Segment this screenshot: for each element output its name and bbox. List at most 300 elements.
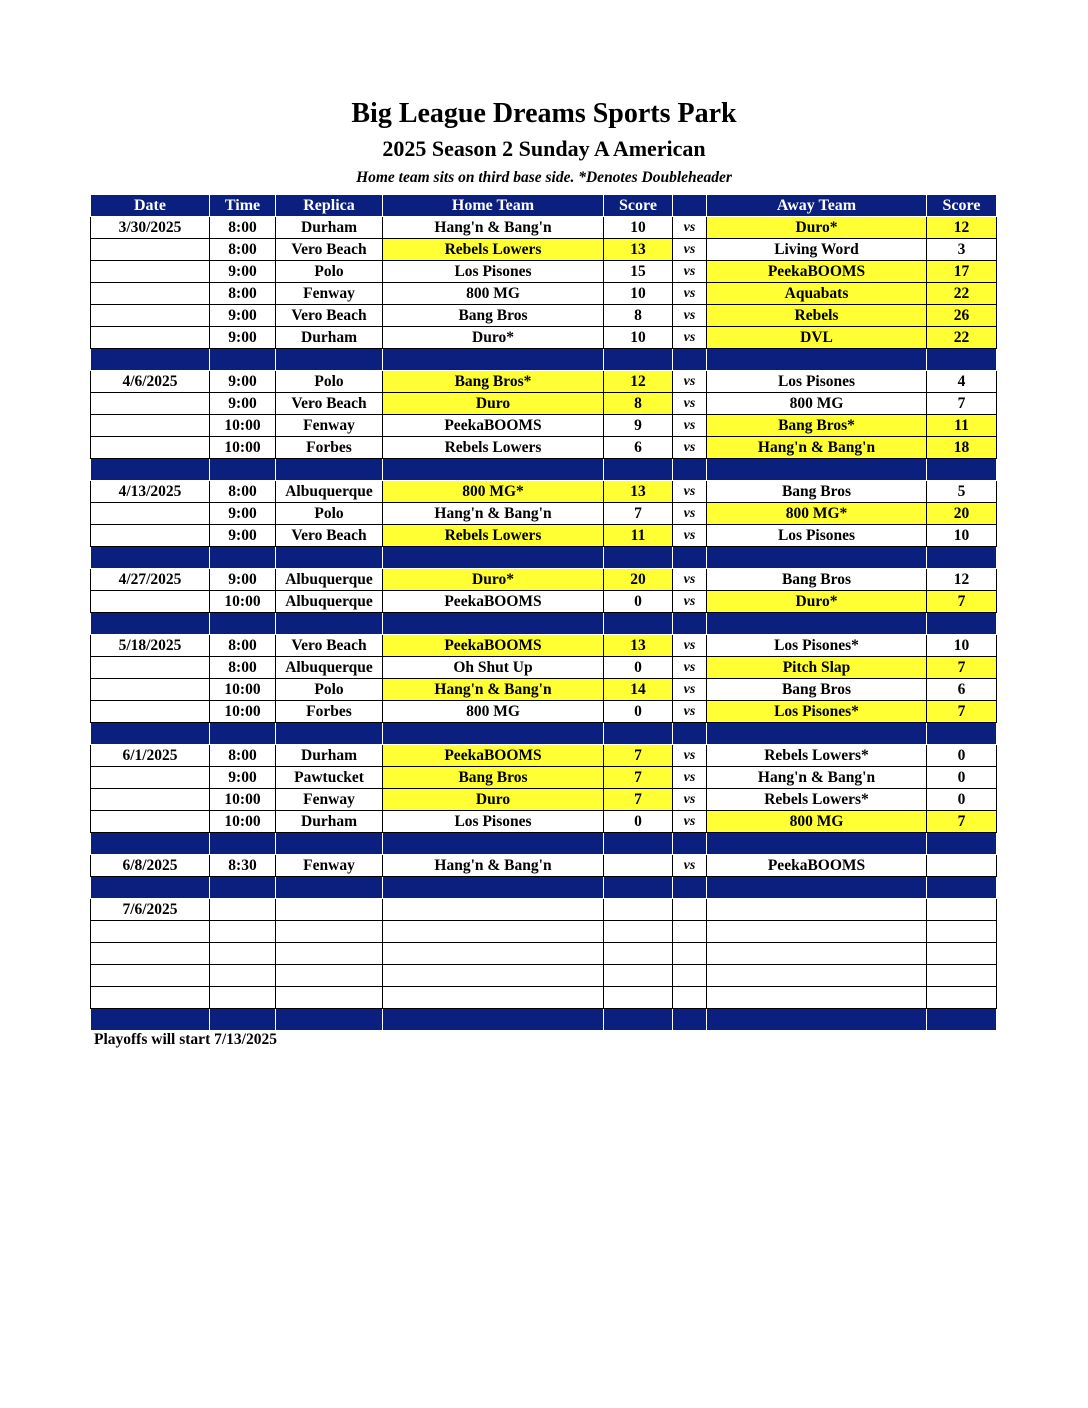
- field-cell: Polo: [276, 503, 383, 525]
- vs-cell: vs: [673, 261, 707, 283]
- date-cell: [91, 239, 210, 261]
- separator-cell: [673, 349, 707, 371]
- vs-cell: vs: [673, 745, 707, 767]
- time-cell: 8:00: [210, 283, 276, 305]
- table-row: [91, 635, 997, 657]
- away-score-cell: [927, 855, 997, 877]
- separator-cell: [276, 723, 383, 745]
- date-cell: [91, 921, 210, 943]
- field-cell: Durham: [276, 811, 383, 833]
- separator-cell: [91, 547, 210, 569]
- separator-cell: [276, 877, 383, 899]
- separator-cell: [91, 1009, 210, 1031]
- vs-cell: vs: [673, 371, 707, 393]
- vs-cell: vs: [673, 855, 707, 877]
- separator-cell: [276, 547, 383, 569]
- field-cell: [276, 943, 383, 965]
- away-score-cell: 18: [927, 437, 997, 459]
- time-cell: 9:00: [210, 503, 276, 525]
- away-team-cell: Bang Bros: [707, 569, 927, 591]
- away-score-cell: 7: [927, 701, 997, 723]
- col-header-date: Date: [91, 195, 210, 217]
- vs-cell: vs: [673, 393, 707, 415]
- week-separator-row: [91, 833, 997, 855]
- away-team-cell: [707, 965, 927, 987]
- home-score-cell: 0: [604, 657, 673, 679]
- time-cell: 8:00: [210, 635, 276, 657]
- separator-cell: [210, 613, 276, 635]
- table-row: [91, 327, 997, 349]
- home-score-cell: [604, 987, 673, 1009]
- separator-cell: [707, 877, 927, 899]
- away-team-cell: PeekaBOOMS: [707, 261, 927, 283]
- time-cell: [210, 921, 276, 943]
- home-team-cell: Bang Bros: [383, 767, 604, 789]
- vs-cell: vs: [673, 811, 707, 833]
- away-team-cell: 800 MG: [707, 393, 927, 415]
- home-score-cell: 12: [604, 371, 673, 393]
- col-header-away-team: Away Team: [707, 195, 927, 217]
- home-team-cell: [383, 965, 604, 987]
- separator-cell: [210, 877, 276, 899]
- table-row: [91, 481, 997, 503]
- separator-cell: [383, 459, 604, 481]
- field-cell: Durham: [276, 217, 383, 239]
- home-score-cell: 0: [604, 701, 673, 723]
- home-score-cell: 6: [604, 437, 673, 459]
- date-cell: [91, 525, 210, 547]
- date-cell: [91, 657, 210, 679]
- separator-cell: [383, 1009, 604, 1031]
- home-team-cell: Rebels Lowers: [383, 437, 604, 459]
- time-cell: 10:00: [210, 437, 276, 459]
- separator-cell: [707, 459, 927, 481]
- table-row: [91, 745, 997, 767]
- home-team-cell: PeekaBOOMS: [383, 635, 604, 657]
- away-team-cell: Bang Bros*: [707, 415, 927, 437]
- separator-cell: [673, 877, 707, 899]
- schedule-table: [90, 194, 997, 1031]
- separator-cell: [673, 547, 707, 569]
- table-row: [91, 393, 997, 415]
- date-cell: 4/27/2025: [91, 569, 210, 591]
- separator-cell: [707, 547, 927, 569]
- away-score-cell: 0: [927, 767, 997, 789]
- col-header-time: Time: [210, 195, 276, 217]
- away-score-cell: 12: [927, 217, 997, 239]
- separator-cell: [91, 349, 210, 371]
- away-score-cell: 17: [927, 261, 997, 283]
- field-cell: Forbes: [276, 437, 383, 459]
- time-cell: 10:00: [210, 789, 276, 811]
- separator-cell: [210, 547, 276, 569]
- away-team-cell: Rebels Lowers*: [707, 789, 927, 811]
- date-cell: [91, 679, 210, 701]
- time-cell: [210, 899, 276, 921]
- home-team-cell: Hang'n & Bang'n: [383, 217, 604, 239]
- date-cell: [91, 305, 210, 327]
- home-team-cell: PeekaBOOMS: [383, 415, 604, 437]
- vs-cell: vs: [673, 305, 707, 327]
- vs-cell: vs: [673, 437, 707, 459]
- week-separator-row: [91, 877, 997, 899]
- vs-cell: vs: [673, 657, 707, 679]
- away-team-cell: [707, 987, 927, 1009]
- time-cell: [210, 965, 276, 987]
- away-score-cell: 0: [927, 745, 997, 767]
- away-team-cell: Bang Bros: [707, 481, 927, 503]
- away-team-cell: Living Word: [707, 239, 927, 261]
- separator-cell: [927, 547, 997, 569]
- home-score-cell: [604, 943, 673, 965]
- home-team-cell: Duro*: [383, 327, 604, 349]
- away-team-cell: Rebels Lowers*: [707, 745, 927, 767]
- away-team-cell: 800 MG*: [707, 503, 927, 525]
- separator-cell: [707, 1009, 927, 1031]
- table-row: [91, 569, 997, 591]
- separator-cell: [276, 613, 383, 635]
- home-team-cell: Oh Shut Up: [383, 657, 604, 679]
- week-separator-row: [91, 547, 997, 569]
- field-cell: Vero Beach: [276, 239, 383, 261]
- separator-cell: [276, 349, 383, 371]
- away-score-cell: [927, 899, 997, 921]
- home-score-cell: 10: [604, 217, 673, 239]
- away-team-cell: 800 MG: [707, 811, 927, 833]
- time-cell: 9:00: [210, 305, 276, 327]
- away-score-cell: 3: [927, 239, 997, 261]
- away-score-cell: 7: [927, 811, 997, 833]
- date-cell: 5/18/2025: [91, 635, 210, 657]
- separator-cell: [210, 459, 276, 481]
- away-team-cell: Aquabats: [707, 283, 927, 305]
- time-cell: 9:00: [210, 393, 276, 415]
- date-cell: [91, 503, 210, 525]
- vs-cell: vs: [673, 239, 707, 261]
- time-cell: 8:00: [210, 657, 276, 679]
- separator-cell: [604, 877, 673, 899]
- home-score-cell: 9: [604, 415, 673, 437]
- separator-cell: [604, 723, 673, 745]
- table-row: [91, 261, 997, 283]
- field-cell: Polo: [276, 679, 383, 701]
- separator-cell: [91, 877, 210, 899]
- home-team-cell: PeekaBOOMS: [383, 591, 604, 613]
- field-cell: Fenway: [276, 855, 383, 877]
- away-team-cell: [707, 899, 927, 921]
- date-cell: 4/6/2025: [91, 371, 210, 393]
- home-score-cell: [604, 855, 673, 877]
- separator-cell: [707, 613, 927, 635]
- home-score-cell: 7: [604, 503, 673, 525]
- home-score-cell: 14: [604, 679, 673, 701]
- table-row: [91, 767, 997, 789]
- date-cell: [91, 965, 210, 987]
- field-cell: Fenway: [276, 415, 383, 437]
- separator-cell: [91, 613, 210, 635]
- date-cell: [91, 811, 210, 833]
- field-cell: Albuquerque: [276, 569, 383, 591]
- separator-cell: [604, 833, 673, 855]
- field-cell: Albuquerque: [276, 591, 383, 613]
- vs-cell: [673, 943, 707, 965]
- home-team-cell: Los Pisones: [383, 811, 604, 833]
- away-team-cell: Los Pisones*: [707, 701, 927, 723]
- separator-cell: [604, 349, 673, 371]
- table-row: [91, 921, 997, 943]
- home-score-cell: 10: [604, 327, 673, 349]
- time-cell: 8:00: [210, 481, 276, 503]
- home-team-cell: Los Pisones: [383, 261, 604, 283]
- home-team-cell: [383, 943, 604, 965]
- table-row: [91, 371, 997, 393]
- vs-cell: vs: [673, 569, 707, 591]
- time-cell: 9:00: [210, 327, 276, 349]
- vs-cell: vs: [673, 767, 707, 789]
- home-score-cell: 15: [604, 261, 673, 283]
- season-subtitle: 2025 Season 2 Sunday A American: [382, 136, 706, 161]
- playoffs-note: Playoffs will start 7/13/2025: [94, 1031, 277, 1048]
- date-cell: [91, 437, 210, 459]
- home-score-cell: 7: [604, 789, 673, 811]
- date-cell: [91, 987, 210, 1009]
- separator-cell: [673, 613, 707, 635]
- home-score-cell: 7: [604, 745, 673, 767]
- away-score-cell: 22: [927, 327, 997, 349]
- date-cell: 6/8/2025: [91, 855, 210, 877]
- away-score-cell: 20: [927, 503, 997, 525]
- time-cell: 9:00: [210, 569, 276, 591]
- home-team-cell: Rebels Lowers: [383, 239, 604, 261]
- home-score-cell: 8: [604, 305, 673, 327]
- week-separator-row: [91, 723, 997, 745]
- separator-cell: [383, 349, 604, 371]
- table-row: [91, 679, 997, 701]
- home-team-cell: 800 MG: [383, 283, 604, 305]
- home-team-cell: [383, 899, 604, 921]
- away-team-cell: DVL: [707, 327, 927, 349]
- vs-cell: [673, 921, 707, 943]
- away-team-cell: Pitch Slap: [707, 657, 927, 679]
- field-cell: Polo: [276, 261, 383, 283]
- separator-cell: [276, 459, 383, 481]
- date-cell: [91, 943, 210, 965]
- separator-cell: [927, 613, 997, 635]
- schedule-note: Home team sits on third base side. *Denotes Doubleheader: [356, 169, 732, 186]
- away-team-cell: Duro*: [707, 591, 927, 613]
- separator-cell: [276, 1009, 383, 1031]
- table-row: [91, 701, 997, 723]
- away-team-cell: Los Pisones: [707, 525, 927, 547]
- home-team-cell: Duro: [383, 789, 604, 811]
- table-row: [91, 591, 997, 613]
- field-cell: Vero Beach: [276, 393, 383, 415]
- table-row: [91, 503, 997, 525]
- away-score-cell: 7: [927, 591, 997, 613]
- home-team-cell: Hang'n & Bang'n: [383, 503, 604, 525]
- away-score-cell: 22: [927, 283, 997, 305]
- vs-cell: vs: [673, 525, 707, 547]
- date-cell: 4/13/2025: [91, 481, 210, 503]
- time-cell: 9:00: [210, 767, 276, 789]
- table-row: [91, 899, 997, 921]
- home-score-cell: 7: [604, 767, 673, 789]
- home-team-cell: 800 MG*: [383, 481, 604, 503]
- time-cell: 10:00: [210, 591, 276, 613]
- away-score-cell: [927, 987, 997, 1009]
- date-cell: [91, 789, 210, 811]
- away-score-cell: [927, 921, 997, 943]
- away-score-cell: 10: [927, 525, 997, 547]
- home-team-cell: Hang'n & Bang'n: [383, 855, 604, 877]
- time-cell: 9:00: [210, 525, 276, 547]
- home-score-cell: [604, 921, 673, 943]
- separator-cell: [210, 723, 276, 745]
- separator-cell: [383, 613, 604, 635]
- date-cell: [91, 261, 210, 283]
- separator-cell: [927, 723, 997, 745]
- separator-cell: [604, 613, 673, 635]
- away-score-cell: 7: [927, 657, 997, 679]
- home-score-cell: [604, 899, 673, 921]
- table-row: [91, 811, 997, 833]
- home-team-cell: Rebels Lowers: [383, 525, 604, 547]
- home-score-cell: 10: [604, 283, 673, 305]
- vs-cell: vs: [673, 503, 707, 525]
- separator-cell: [210, 1009, 276, 1031]
- away-team-cell: Bang Bros: [707, 679, 927, 701]
- date-cell: [91, 327, 210, 349]
- table-row: [91, 415, 997, 437]
- separator-cell: [673, 833, 707, 855]
- col-header-replica: Replica: [276, 195, 383, 217]
- week-separator-row: [91, 613, 997, 635]
- home-team-cell: 800 MG: [383, 701, 604, 723]
- field-cell: Fenway: [276, 789, 383, 811]
- separator-cell: [927, 459, 997, 481]
- home-score-cell: 0: [604, 591, 673, 613]
- date-cell: 6/1/2025: [91, 745, 210, 767]
- col-header-home-score: Score: [604, 195, 673, 217]
- field-cell: Forbes: [276, 701, 383, 723]
- date-cell: [91, 283, 210, 305]
- page-title: Big League Dreams Sports Park: [351, 98, 737, 129]
- separator-cell: [604, 1009, 673, 1031]
- field-cell: Polo: [276, 371, 383, 393]
- away-team-cell: PeekaBOOMS: [707, 855, 927, 877]
- away-score-cell: 5: [927, 481, 997, 503]
- time-cell: 10:00: [210, 415, 276, 437]
- vs-cell: vs: [673, 415, 707, 437]
- field-cell: Fenway: [276, 283, 383, 305]
- time-cell: 10:00: [210, 701, 276, 723]
- time-cell: 8:00: [210, 239, 276, 261]
- field-cell: [276, 899, 383, 921]
- field-cell: [276, 965, 383, 987]
- separator-cell: [673, 1009, 707, 1031]
- away-score-cell: 7: [927, 393, 997, 415]
- field-cell: Durham: [276, 745, 383, 767]
- home-score-cell: 13: [604, 239, 673, 261]
- separator-cell: [927, 1009, 997, 1031]
- date-cell: [91, 701, 210, 723]
- table-row: [91, 965, 997, 987]
- separator-cell: [707, 833, 927, 855]
- separator-cell: [673, 723, 707, 745]
- away-team-cell: Duro*: [707, 217, 927, 239]
- home-team-cell: Duro: [383, 393, 604, 415]
- home-team-cell: PeekaBOOMS: [383, 745, 604, 767]
- col-header-away-score: Score: [927, 195, 997, 217]
- away-team-cell: Hang'n & Bang'n: [707, 437, 927, 459]
- home-team-cell: [383, 987, 604, 1009]
- week-separator-row: [91, 459, 997, 481]
- vs-cell: vs: [673, 701, 707, 723]
- home-team-cell: Bang Bros: [383, 305, 604, 327]
- away-team-cell: [707, 943, 927, 965]
- vs-cell: [673, 965, 707, 987]
- away-team-cell: Los Pisones*: [707, 635, 927, 657]
- separator-cell: [383, 723, 604, 745]
- home-team-cell: Bang Bros*: [383, 371, 604, 393]
- table-row: [91, 283, 997, 305]
- home-score-cell: 20: [604, 569, 673, 591]
- table-row: [91, 217, 997, 239]
- away-score-cell: 10: [927, 635, 997, 657]
- vs-cell: vs: [673, 283, 707, 305]
- schedule-body: [91, 217, 997, 1031]
- time-cell: 10:00: [210, 679, 276, 701]
- home-team-cell: [383, 921, 604, 943]
- away-score-cell: 0: [927, 789, 997, 811]
- separator-cell: [210, 833, 276, 855]
- separator-cell: [927, 349, 997, 371]
- col-header-home-team: Home Team: [383, 195, 604, 217]
- separator-cell: [604, 459, 673, 481]
- vs-cell: vs: [673, 481, 707, 503]
- field-cell: [276, 921, 383, 943]
- separator-cell: [383, 547, 604, 569]
- date-cell: [91, 415, 210, 437]
- separator-cell: [927, 877, 997, 899]
- away-score-cell: 6: [927, 679, 997, 701]
- table-row: [91, 525, 997, 547]
- away-team-cell: Rebels: [707, 305, 927, 327]
- home-score-cell: 13: [604, 635, 673, 657]
- field-cell: Vero Beach: [276, 635, 383, 657]
- table-row: [91, 987, 997, 1009]
- separator-cell: [210, 349, 276, 371]
- away-score-cell: 11: [927, 415, 997, 437]
- table-row: [91, 239, 997, 261]
- time-cell: 8:00: [210, 745, 276, 767]
- vs-cell: vs: [673, 591, 707, 613]
- separator-cell: [707, 349, 927, 371]
- home-team-cell: Duro*: [383, 569, 604, 591]
- home-score-cell: 13: [604, 481, 673, 503]
- field-cell: Albuquerque: [276, 481, 383, 503]
- date-cell: [91, 767, 210, 789]
- away-score-cell: 26: [927, 305, 997, 327]
- date-cell: [91, 591, 210, 613]
- away-team-cell: [707, 921, 927, 943]
- field-cell: Vero Beach: [276, 525, 383, 547]
- separator-cell: [927, 833, 997, 855]
- separator-cell: [604, 547, 673, 569]
- field-cell: Pawtucket: [276, 767, 383, 789]
- table-header-row: [91, 195, 997, 217]
- time-cell: 10:00: [210, 811, 276, 833]
